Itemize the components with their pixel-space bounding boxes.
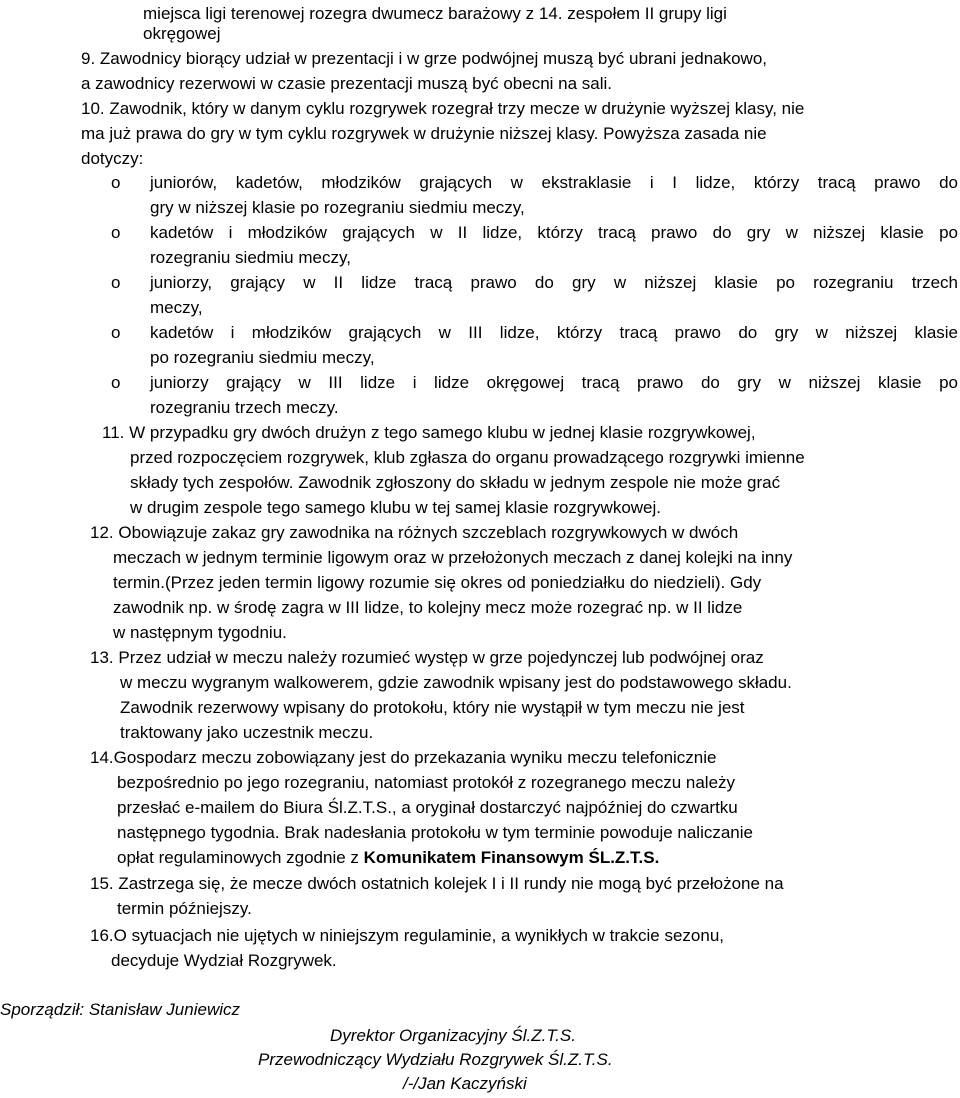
- text-line: przesłać e-mailem do Biura Śl.Z.T.S., a oryginał dostarczyć najpóźniej do czwartku: [117, 798, 738, 817]
- bullet-marker: o: [111, 373, 121, 392]
- text-line: okręgowej: [143, 24, 221, 43]
- text-line: po rozegraniu siedmiu meczy,: [150, 348, 375, 367]
- prepared-by: Sporządził: Stanisław Juniewicz: [0, 1000, 240, 1019]
- text-line: [117, 848, 659, 868]
- bullet-item: juniorów, kadetów, młodzików grających w ekstraklasie i I lidze, którzy tracą prawo do: [150, 173, 958, 192]
- text-line: następnego tygodnia. Brak nadesłania protokołu w tym terminie powoduje naliczanie: [117, 823, 753, 842]
- text-line: decyduje Wydział Rozgrywek.: [111, 951, 337, 970]
- bullet-marker: o: [111, 273, 121, 292]
- chairman-title: Przewodniczący Wydziału Rozgrywek Śl.Z.T.S.: [258, 1050, 613, 1069]
- text-line: zawodnik np. w środę zagra w III lidze, to kolejny mecz może rozegrać np. w II lidze: [113, 598, 743, 617]
- text-line: przed rozpoczęciem rozgrywek, klub zgłasza do organu prowadzącego rozgrywki imienne: [130, 448, 805, 467]
- text-fragment: opłat regulaminowych zgodnie z: [117, 848, 364, 867]
- text-line: miejsca ligi terenowej rozegra dwumecz barażowy z 14. zespołem II grupy ligi: [143, 4, 727, 23]
- text-line: gry w niższej klasie po rozegraniu siedmiu meczy,: [150, 198, 525, 217]
- bullet-marker: o: [111, 323, 121, 342]
- text-line: składy tych zespołów. Zawodnik zgłoszony do składu w jednym zespole nie może grać: [130, 473, 781, 492]
- text-line: w następnym tygodniu.: [113, 623, 287, 642]
- text-line: rozegraniu siedmiu meczy,: [150, 248, 351, 267]
- bold-reference: Komunikatem Finansowym ŚL.Z.T.S.: [363, 848, 660, 867]
- text-line: a zawodnicy rezerwowi w czasie prezentacji muszą być obecni na sali.: [81, 74, 613, 93]
- text-line: dotyczy:: [81, 149, 144, 168]
- text-line: 12. Obowiązuje zakaz gry zawodnika na różnych szczeblach rozgrywkowych w dwóch: [90, 523, 739, 542]
- text-line: 15. Zastrzega się, że mecze dwóch ostatnich kolejek I i II rundy nie mogą być przełożone na: [90, 874, 784, 893]
- signature-name: /-/Jan Kaczyński: [403, 1074, 527, 1093]
- director-title: Dyrektor Organizacyjny Śl.Z.T.S.: [330, 1026, 576, 1045]
- text-line: termin.(Przez jeden termin ligowy rozumie się okres od poniedziałku do niedzieli). Gdy: [113, 573, 762, 592]
- text-line: 10. Zawodnik, który w danym cyklu rozgrywek rozegrał trzy mecze w drużynie wyższej klasy, nie: [81, 99, 805, 118]
- bullet-marker: o: [111, 173, 121, 192]
- bullet-item: kadetów i młodzików grających w II lidze, którzy tracą prawo do gry w niższej klasie po: [150, 223, 958, 242]
- text-line: meczach w jednym terminie ligowym oraz w przełożonych meczach z danej kolejki na inny: [113, 548, 793, 567]
- text-line: rozegraniu trzech meczy.: [150, 398, 339, 417]
- bullet-marker: o: [111, 223, 121, 242]
- text-line: 16.O sytuacjach nie ujętych w niniejszym regulaminie, a wynikłych w trakcie sezonu,: [90, 926, 724, 945]
- text-line: 14.Gospodarz meczu zobowiązany jest do przekazania wyniku meczu telefonicznie: [90, 748, 717, 767]
- text-line: termin późniejszy.: [117, 899, 252, 918]
- text-line: 13. Przez udział w meczu należy rozumieć występ w grze pojedynczej lub podwójnej oraz: [90, 648, 764, 667]
- text-line: traktowany jako uczestnik meczu.: [120, 723, 374, 742]
- text-line: Zawodnik rezerwowy wpisany do protokołu, który nie wystąpił w tym meczu nie jest: [120, 698, 745, 717]
- text-line: w meczu wygranym walkowerem, gdzie zawodnik wpisany jest do podstawowego składu.: [120, 673, 792, 692]
- bullet-item: juniorzy grający w III lidze i lidze okręgowej tracą prawo do gry w niższej klasie po: [150, 373, 958, 392]
- text-line: bezpośrednio po jego rozegraniu, natomiast protokół z rozegranego meczu należy: [117, 773, 736, 792]
- bullet-item: kadetów i młodzików grających w III lidze, którzy tracą prawo do gry w niższej klasie: [150, 323, 958, 342]
- bullet-item: juniorzy, grający w II lidze tracą prawo do gry w niższej klasie po rozegraniu trzech: [150, 273, 958, 292]
- text-line: ma już prawa do gry w tym cyklu rozgrywek w drużynie niższej klasy. Powyższa zasada nie: [81, 124, 767, 143]
- text-line: 9. Zawodnicy biorący udział w prezentacji i w grze podwójnej muszą być ubrani jednakowo,: [81, 49, 768, 68]
- text-line: meczy,: [150, 298, 203, 317]
- text-line: w drugim zespole tego samego klubu w tej samej klasie rozgrywkowej.: [130, 498, 662, 517]
- text-line: 11. W przypadku gry dwóch drużyn z tego samego klubu w jednej klasie rozgrywkowej,: [102, 423, 756, 442]
